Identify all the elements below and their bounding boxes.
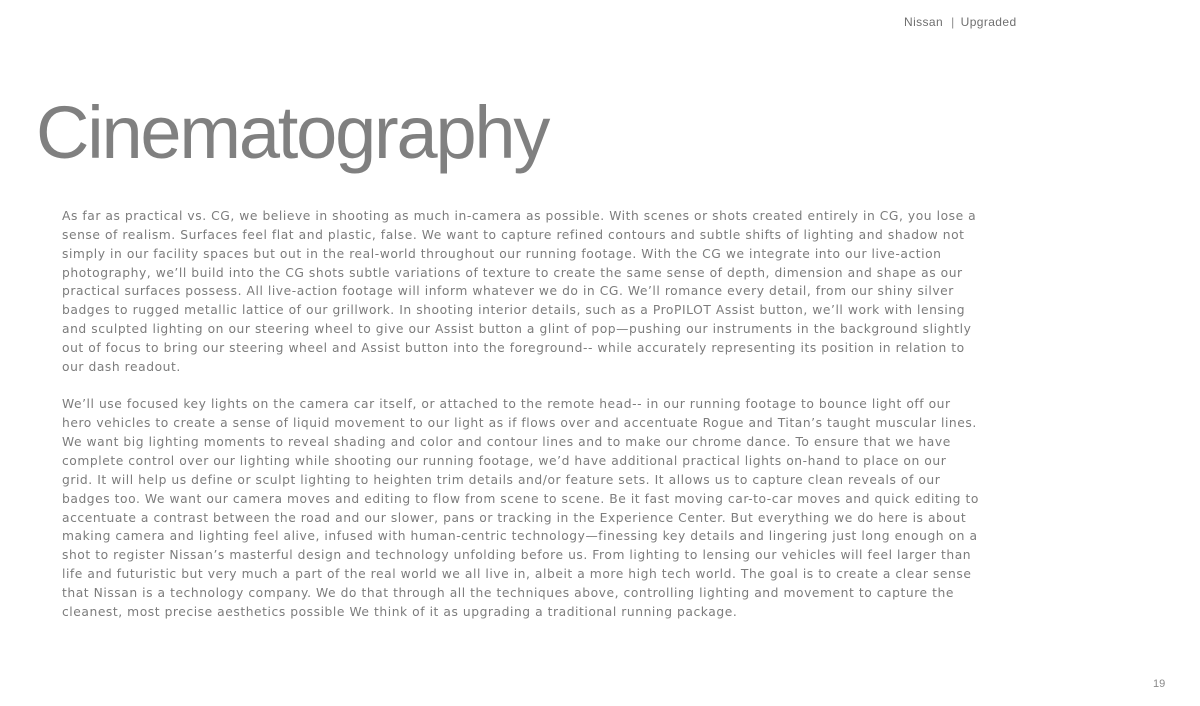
body-paragraph: As far as practical vs. CG, we believe in shooting as much in-camera as possible. With scenes or shots created entirely in CG, you lose a sense of realism. Surfaces feel flat and plastic, false. We want to capture refined contours and subtle shifts of lighting and shadow not simply in our facility spaces but out in the real-world throughout our running footage. With the CG we integrate into our live-action photography, we’ll build into the CG shots subtle variations of texture to create the same sense of depth, dimension and shape as our practical surfaces possess. All live-action footage will inform whatever we do in CG. We’ll romance every detail, from our shiny silver badges to rugged metallic lattice of our grillwork. In shooting interior details, such as a ProPILOT Assist button, we’ll work with lensing and sculpted lighting on our steering wheel to give our Assist button a glint of pop—pushing our instruments in the background slightly out of focus to bring our steering wheel and Assist button into the foreground-- while accurately representing its position in relation to our dash readout. bbox=[62, 209, 977, 374]
body-paragraph: We’ll use focused key lights on the camera car itself, or attached to the remote head-- in our running footage to bounce light off our hero vehicles to create a sense of liquid movement to our light as if flows over and accentuate Rogue and Titan’s taught muscular lines. We want big lighting moments to reveal shading and color and contour lines and to make our chrome dance. To ensure that we have complete control over our lighting while shooting our running footage, we’d have additional practical lights on-hand to place on our grid. It will help us define or sculpt lighting to heighten trim details and/or feature sets. It allows us to capture clean reveals of our badges too. We want our camera moves and editing to flow from scene to scene. Be it fast moving car-to-car moves and quick editing to accentuate a contrast between the road and our slower, pans or tracking in the Experience Center. But everything we do here is about making camera and lighting feel alive, infused with human-centric technology—finessing key details and lingering just long enough on a shot to register Nissan’s masterful design and technology unfolding before us. From lighting to lensing our vehicles will feel larger than life and futuristic but very much a part of the real world we all live in, albeit a more high tech world. The goal is to create a clear sense that Nissan is a technology company. We do that through all the techniques above, controlling lighting and movement to capture the cleanest, most precise aesthetics possible We think of it as upgrading a traditional running package. bbox=[62, 397, 979, 619]
header-brand: Nissan bbox=[904, 15, 944, 29]
page-title: Cinematography bbox=[36, 91, 549, 174]
header-separator: | bbox=[951, 15, 955, 29]
page-number: 19 bbox=[1153, 678, 1166, 690]
header-section: Upgraded bbox=[960, 15, 1017, 29]
page-header bbox=[904, 15, 1017, 29]
body-text bbox=[62, 207, 980, 622]
